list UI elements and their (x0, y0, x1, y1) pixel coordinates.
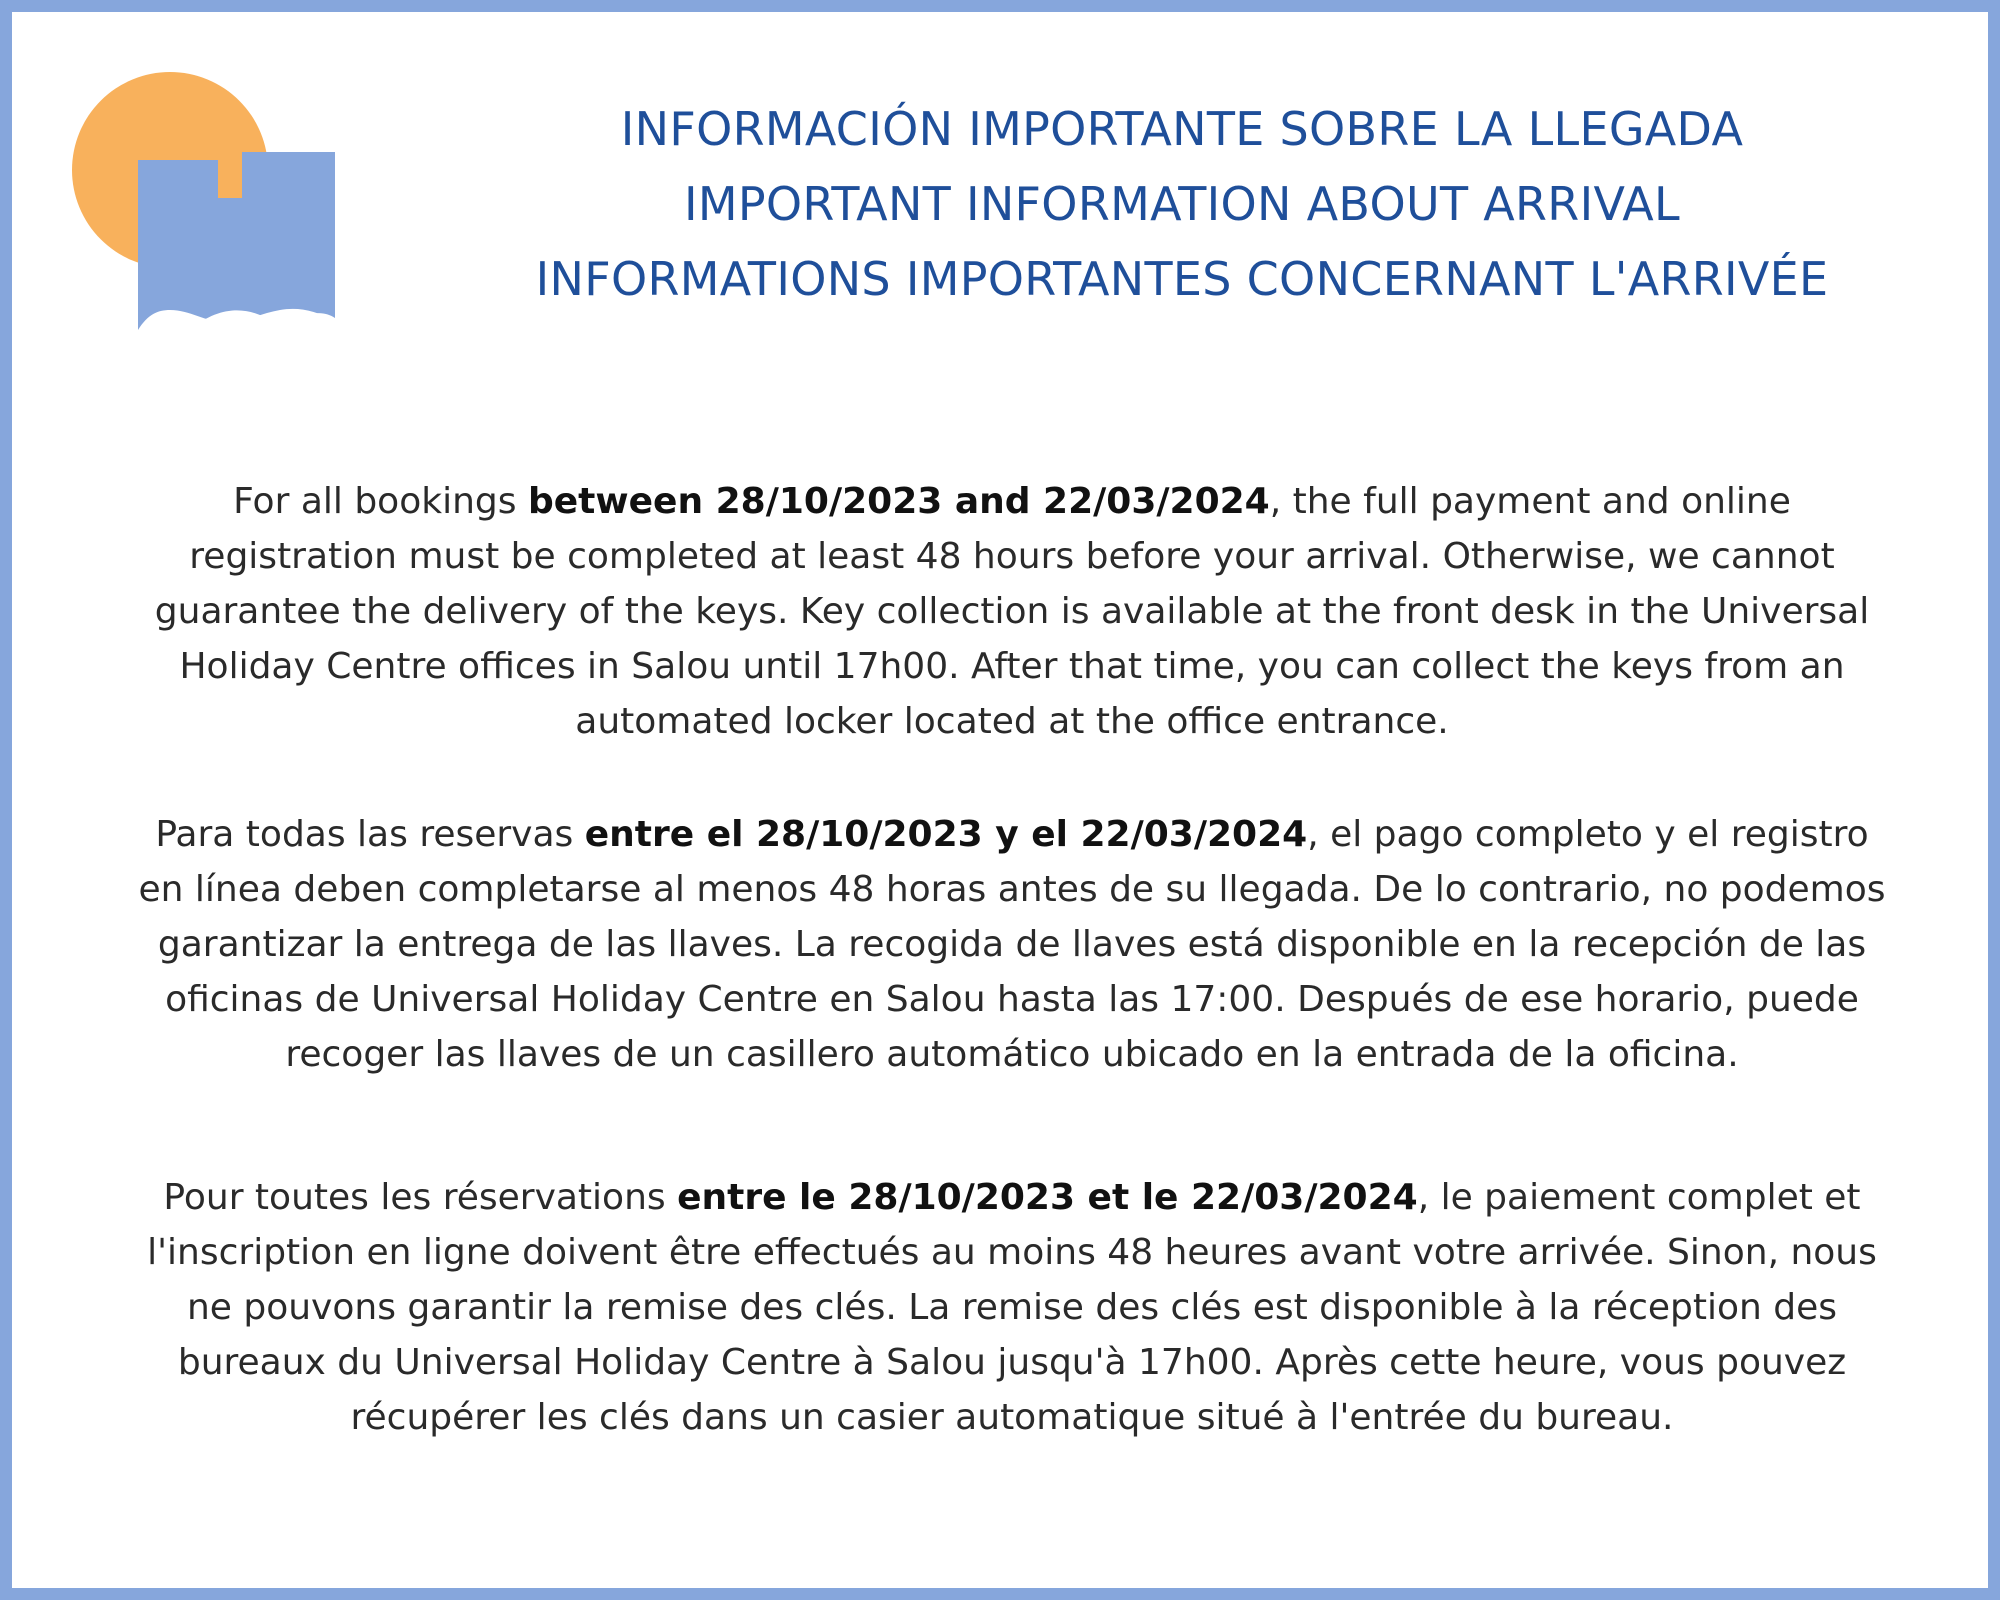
paragraph-french-details: , le paiement complet et l'inscription en ligne doivent être effectués au moins 48 heures avant votre arrivée. Sinon, nous ne pouvons garantir la remise des clés. La remise des clés est disponible à la réception des bureaux du Universal Holiday Centre à Salou jusqu'à 17h00. Après cette heure, vous pouvez récupérer les clés dans un casier automatique situé à l'entrée du bureau. (147, 1177, 1877, 1438)
paragraph-english (132, 474, 1892, 749)
paragraph-spanish-details: , el pago completo y el registro en línea deben completarse al menos 48 horas antes de su llegada. De lo contrario, no podemos garantizar la entrega de las llaves. La recogida de llaves está disponible en la recepción de las oficinas de Universal Holiday Centre en Salou hasta las 17:00. Después de ese horario, puede recoger las llaves de un casillero automático ubicado en la entrada de la oficina. (138, 814, 1886, 1075)
paragraph-spanish-date-range: entre el 28/10/2023 y el 22/03/2024 (584, 814, 1308, 855)
paragraph-english-intro: For all bookings (233, 481, 528, 522)
company-logo (70, 72, 335, 337)
title-french: INFORMATIONS IMPORTANTES CONCERNANT L'ARRIVÉE (535, 252, 1829, 306)
paragraph-spanish-intro: Para todas las reservas (155, 814, 585, 855)
title-spanish: INFORMACIÓN IMPORTANTE SOBRE LA LLEGADA (620, 102, 1744, 156)
paragraph-french-date-range: entre le 28/10/2023 et le 22/03/2024 (677, 1177, 1418, 1218)
title-english: IMPORTANT INFORMATION ABOUT ARRIVAL (684, 177, 1680, 231)
paragraph-french-intro: Pour toutes les réservations (163, 1177, 678, 1218)
paragraph-french (132, 1170, 1892, 1445)
paragraph-english-date-range: between 28/10/2023 and 22/03/2024 (527, 481, 1270, 522)
title-block (412, 92, 1952, 317)
sun-building-wave-icon (70, 72, 335, 337)
paragraph-english-details: , the full payment and online registration must be completed at least 48 hours before your arrival. Otherwise, we cannot guarantee the delivery of the keys. Key collection is available at the front desk in the Universal Holiday Centre offices in Salou until 17h00. After that time, you can collect the keys from an automated locker located at the office entrance. (154, 481, 1870, 742)
paragraph-spanish (132, 807, 1892, 1082)
